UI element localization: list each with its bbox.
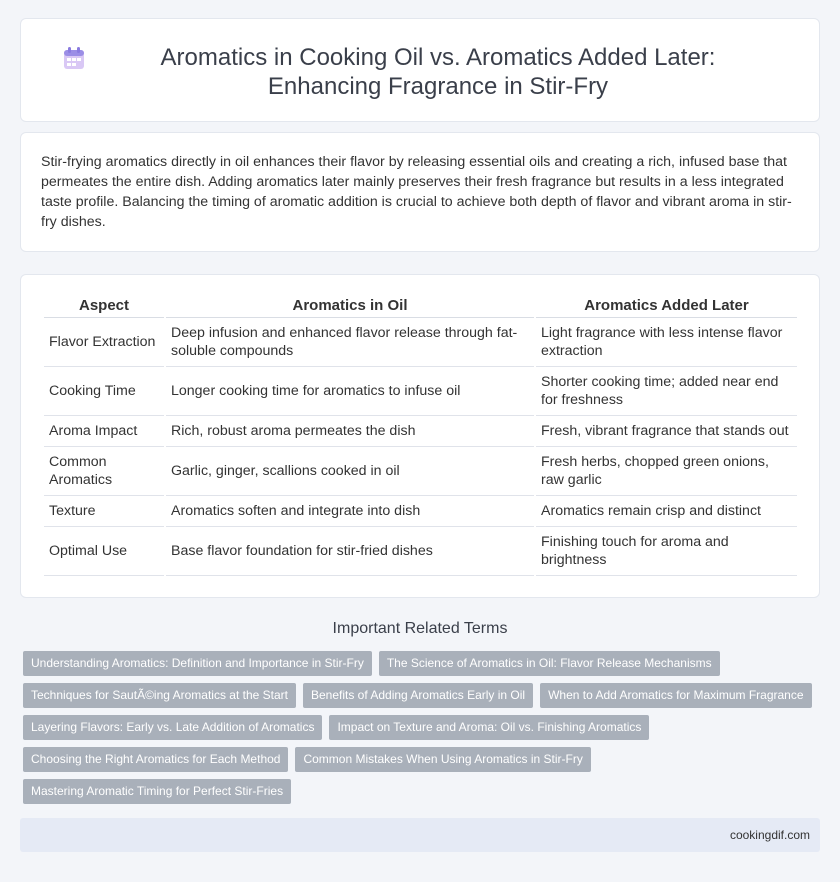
cell-in-oil: Aromatics soften and integrate into dish bbox=[166, 496, 534, 527]
cell-added-later: Shorter cooking time; added near end for freshness bbox=[536, 367, 797, 416]
table-row bbox=[44, 496, 797, 527]
comparison-table bbox=[42, 293, 799, 576]
cell-added-later: Aromatics remain crisp and distinct bbox=[536, 496, 797, 527]
intro-paragraph: Stir-frying aromatics directly in oil enhances their flavor by releasing essential oils and creating a rich, infused base that permeates the entire dish. Adding aromatics later mainly preserves their fresh fragrance but results in a less integrated taste profile. Balancing the timing of aromatic addition is crucial to achieve both depth of flavor and vibrant aroma in stir-fry dishes. bbox=[41, 154, 792, 230]
cell-aspect: Optimal Use bbox=[44, 527, 164, 576]
header-aspect: Aspect bbox=[44, 293, 164, 318]
table-row bbox=[44, 367, 797, 416]
cell-in-oil: Rich, robust aroma permeates the dish bbox=[166, 416, 534, 447]
cell-aspect: Texture bbox=[44, 496, 164, 527]
cell-in-oil: Base flavor foundation for stir-fried dishes bbox=[166, 527, 534, 576]
related-term-tag[interactable]: Techniques for SautÃ©ing Aromatics at the Start bbox=[23, 683, 296, 708]
related-term-tag[interactable]: The Science of Aromatics in Oil: Flavor Release Mechanisms bbox=[379, 651, 720, 676]
related-term-tag[interactable]: Choosing the Right Aromatics for Each Method bbox=[23, 747, 288, 772]
cell-aspect: Cooking Time bbox=[44, 367, 164, 416]
related-terms-heading: Important Related Terms bbox=[332, 620, 508, 637]
intro-card bbox=[20, 132, 820, 252]
related-term-tag[interactable]: Benefits of Adding Aromatics Early in Oil bbox=[303, 683, 533, 708]
cell-aspect: Common Aromatics bbox=[44, 447, 164, 496]
footer-site-link[interactable]: cookingdif.com bbox=[729, 828, 810, 842]
cell-added-later: Finishing touch for aroma and brightness bbox=[536, 527, 797, 576]
title-card bbox=[20, 18, 820, 122]
page-title: Aromatics in Cooking Oil vs. Aromatics Added Later: Enhancing Fragrance in Stir-Fry bbox=[160, 44, 716, 100]
related-terms-list bbox=[23, 651, 823, 811]
header-added-later: Aromatics Added Later bbox=[536, 293, 797, 318]
cell-aspect: Aroma Impact bbox=[44, 416, 164, 447]
cell-aspect: Flavor Extraction bbox=[44, 318, 164, 367]
header-in-oil: Aromatics in Oil bbox=[166, 293, 534, 318]
table-row bbox=[44, 527, 797, 576]
related-term-tag[interactable]: When to Add Aromatics for Maximum Fragrance bbox=[540, 683, 811, 708]
related-term-tag[interactable]: Common Mistakes When Using Aromatics in Stir-Fry bbox=[295, 747, 590, 772]
footer bbox=[20, 818, 820, 852]
cell-in-oil: Garlic, ginger, scallions cooked in oil bbox=[166, 447, 534, 496]
table-row bbox=[44, 318, 797, 367]
related-term-tag[interactable]: Mastering Aromatic Timing for Perfect Stir-Fries bbox=[23, 779, 291, 804]
table-row bbox=[44, 416, 797, 447]
cell-added-later: Light fragrance with less intense flavor extraction bbox=[536, 318, 797, 367]
related-term-tag[interactable]: Understanding Aromatics: Definition and Importance in Stir-Fry bbox=[23, 651, 372, 676]
cell-added-later: Fresh herbs, chopped green onions, raw garlic bbox=[536, 447, 797, 496]
cell-in-oil: Deep infusion and enhanced flavor release through fat-soluble compounds bbox=[166, 318, 534, 367]
cell-in-oil: Longer cooking time for aromatics to infuse oil bbox=[166, 367, 534, 416]
comparison-card bbox=[20, 274, 820, 598]
table-row bbox=[44, 447, 797, 496]
table-header-row bbox=[44, 293, 797, 318]
related-term-tag[interactable]: Layering Flavors: Early vs. Late Addition of Aromatics bbox=[23, 715, 322, 740]
cell-added-later: Fresh, vibrant fragrance that stands out bbox=[536, 416, 797, 447]
related-term-tag[interactable]: Impact on Texture and Aroma: Oil vs. Finishing Aromatics bbox=[329, 715, 649, 740]
